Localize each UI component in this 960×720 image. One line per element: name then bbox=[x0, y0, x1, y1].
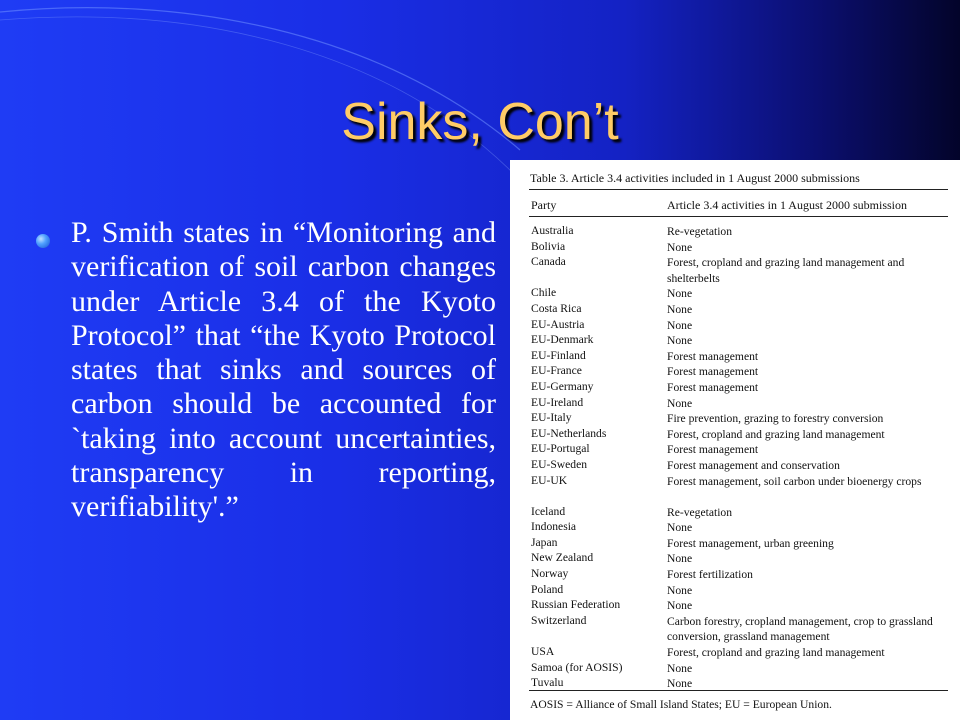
activities-cell: None bbox=[667, 583, 693, 597]
party-cell: Australia bbox=[531, 224, 574, 237]
party-cell: Russian Federation bbox=[531, 598, 621, 612]
table-figure bbox=[510, 160, 960, 720]
party-cell: EU-Finland bbox=[531, 348, 586, 362]
activities-cell: None bbox=[667, 661, 693, 675]
activities-cell: None bbox=[667, 318, 693, 332]
party-cell: USA bbox=[531, 645, 555, 659]
activities-cell: Forest, cropland and grazing land management bbox=[667, 646, 885, 660]
party-cell: Samoa (for AOSIS) bbox=[531, 660, 623, 674]
slide-title: Sinks, Con’t bbox=[341, 93, 619, 151]
activities-cell: Forest fertilization bbox=[667, 568, 753, 582]
table-header-rule bbox=[529, 216, 948, 217]
party-cell: Canada bbox=[531, 255, 566, 269]
activities-cell: None bbox=[667, 302, 693, 316]
activities-cell: None bbox=[667, 240, 693, 254]
slide-body-text: P. Smith states in “Monitoring and verification of soil carbon changes under Article 3.4 of the Kyoto Protocol” that “the Kyoto Protocol states that sinks and sources of carbon should be accounted for `taking into account uncertainties, transparency in reporting, verifiability'.” bbox=[71, 216, 496, 524]
table-caption: Table 3. Article 3.4 activities included in 1 August 2000 submissions bbox=[530, 171, 860, 185]
party-cell: Norway bbox=[531, 567, 569, 581]
party-cell: EU-Netherlands bbox=[531, 426, 607, 440]
party-cell: Costa Rica bbox=[531, 301, 582, 315]
party-cell: Switzerland bbox=[531, 613, 587, 627]
party-cell: Bolivia bbox=[531, 239, 566, 253]
activities-cell: Forest management, urban greening bbox=[667, 536, 834, 550]
activities-cell: Forest, cropland and grazing land management bbox=[667, 427, 885, 441]
activities-cell: None bbox=[667, 334, 693, 348]
activities-cell: Re-vegetation bbox=[667, 505, 733, 519]
table-footnote: AOSIS = Alliance of Small Island States; EU = European Union. bbox=[530, 698, 832, 711]
party-cell: EU-Italy bbox=[531, 411, 572, 425]
bullet-icon bbox=[36, 234, 50, 248]
party-cell: EU-Portugal bbox=[531, 442, 590, 456]
party-cell: EU-Austria bbox=[531, 317, 585, 331]
party-cell: EU-Denmark bbox=[531, 333, 594, 347]
activities-cell: Forest management, soil carbon under bioenergy crops bbox=[667, 474, 922, 488]
activities-cell: None bbox=[667, 599, 693, 613]
activities-cell: Carbon forestry, cropland management, crop to grassland conversion, grassland management bbox=[667, 614, 933, 644]
activities-cell: Forest management bbox=[667, 349, 759, 363]
party-cell: EU-UK bbox=[531, 473, 568, 487]
activities-cell: Forest management bbox=[667, 365, 759, 379]
activities-cell: None bbox=[667, 677, 693, 691]
activities-cell: Forest management bbox=[667, 443, 759, 457]
party-cell: Tuvalu bbox=[531, 676, 564, 690]
activities-cell: Fire prevention, grazing to forestry conversion bbox=[667, 412, 884, 426]
party-cell: EU-Ireland bbox=[531, 395, 584, 409]
party-cell: Poland bbox=[531, 582, 564, 596]
table-bottom-rule bbox=[529, 690, 948, 691]
column-header-activities: Article 3.4 activities in 1 August 2000 submission bbox=[667, 198, 907, 212]
activities-cell: None bbox=[667, 287, 693, 301]
column-header-party: Party bbox=[531, 198, 557, 212]
party-cell: New Zealand bbox=[531, 551, 594, 565]
party-cell: Chile bbox=[531, 286, 557, 300]
activities-cell: None bbox=[667, 521, 693, 535]
activities-cell: Forest management and conservation bbox=[667, 458, 840, 472]
activities-cell: Forest, cropland and grazing land management and shelterbelts bbox=[667, 256, 905, 285]
activities-cell: None bbox=[667, 396, 693, 410]
party-cell: Iceland bbox=[531, 504, 566, 518]
party-cell: EU-Sweden bbox=[531, 457, 588, 471]
party-cell: EU-Germany bbox=[531, 379, 594, 393]
activities-cell: Forest management bbox=[667, 380, 759, 394]
party-cell: EU-France bbox=[531, 364, 582, 378]
table-top-rule bbox=[529, 189, 948, 190]
party-cell: Japan bbox=[531, 535, 558, 549]
activities-cell: Re-vegetation bbox=[667, 225, 733, 238]
activities-cell: None bbox=[667, 552, 693, 566]
party-cell: Indonesia bbox=[531, 520, 577, 534]
